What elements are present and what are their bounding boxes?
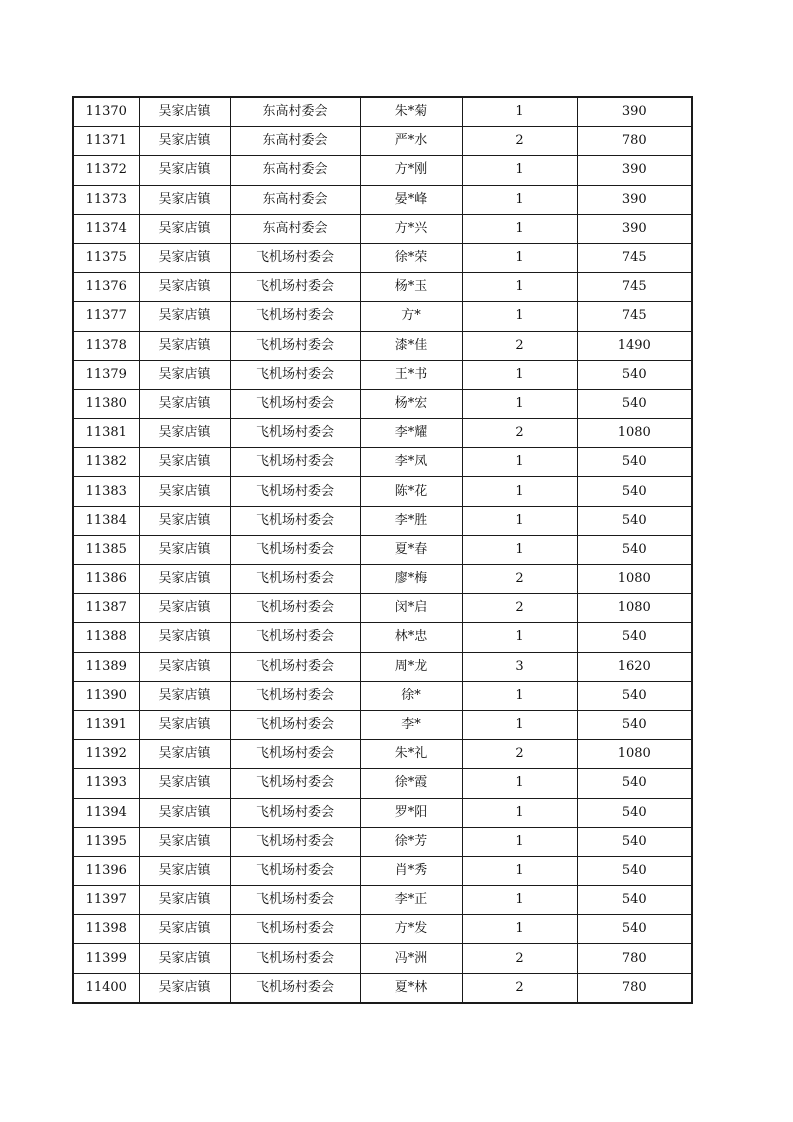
table-row (73, 302, 692, 331)
person-name-cell: 夏*春 (360, 535, 462, 564)
town-cell: 吴家店镇 (139, 273, 230, 302)
table-row (73, 681, 692, 710)
town-cell: 吴家店镇 (139, 214, 230, 243)
amount-cell: 1080 (577, 740, 692, 769)
person-name-cell: 李* (360, 710, 462, 739)
household-count-cell: 1 (462, 243, 577, 272)
village-committee-cell: 飞机场村委会 (230, 944, 360, 973)
village-committee-cell: 飞机场村委会 (230, 243, 360, 272)
village-committee-cell: 飞机场村委会 (230, 477, 360, 506)
person-name-cell: 林*忠 (360, 623, 462, 652)
town-cell: 吴家店镇 (139, 769, 230, 798)
town-cell: 吴家店镇 (139, 156, 230, 185)
table-row (73, 243, 692, 272)
serial-number-cell: 11378 (73, 331, 139, 360)
person-name-cell: 周*龙 (360, 652, 462, 681)
person-name-cell: 杨*宏 (360, 389, 462, 418)
town-cell: 吴家店镇 (139, 535, 230, 564)
table-row (73, 419, 692, 448)
village-committee-cell: 飞机场村委会 (230, 594, 360, 623)
town-cell: 吴家店镇 (139, 652, 230, 681)
table-row (73, 565, 692, 594)
amount-cell: 390 (577, 156, 692, 185)
amount-cell: 540 (577, 856, 692, 885)
village-committee-cell: 东高村委会 (230, 156, 360, 185)
table-row (73, 886, 692, 915)
village-committee-cell: 东高村委会 (230, 214, 360, 243)
roster-table-body (73, 97, 692, 1003)
person-name-cell: 肖*秀 (360, 856, 462, 885)
town-cell: 吴家店镇 (139, 127, 230, 156)
person-name-cell: 李*凤 (360, 448, 462, 477)
person-name-cell: 朱*礼 (360, 740, 462, 769)
amount-cell: 745 (577, 243, 692, 272)
table-row (73, 97, 692, 127)
person-name-cell: 方*兴 (360, 214, 462, 243)
serial-number-cell: 11371 (73, 127, 139, 156)
town-cell: 吴家店镇 (139, 944, 230, 973)
serial-number-cell: 11376 (73, 273, 139, 302)
table-row (73, 156, 692, 185)
table-row (73, 915, 692, 944)
roster-table (72, 96, 693, 1004)
village-committee-cell: 东高村委会 (230, 185, 360, 214)
village-committee-cell: 飞机场村委会 (230, 856, 360, 885)
serial-number-cell: 11389 (73, 652, 139, 681)
person-name-cell: 严*水 (360, 127, 462, 156)
household-count-cell: 1 (462, 769, 577, 798)
serial-number-cell: 11399 (73, 944, 139, 973)
amount-cell: 1490 (577, 331, 692, 360)
serial-number-cell: 11380 (73, 389, 139, 418)
person-name-cell: 李*正 (360, 886, 462, 915)
amount-cell: 1080 (577, 565, 692, 594)
household-count-cell: 2 (462, 973, 577, 1003)
table-row (73, 623, 692, 652)
town-cell: 吴家店镇 (139, 973, 230, 1003)
serial-number-cell: 11375 (73, 243, 139, 272)
amount-cell: 780 (577, 944, 692, 973)
person-name-cell: 徐* (360, 681, 462, 710)
household-count-cell: 1 (462, 389, 577, 418)
town-cell: 吴家店镇 (139, 565, 230, 594)
person-name-cell: 漆*佳 (360, 331, 462, 360)
amount-cell: 540 (577, 448, 692, 477)
town-cell: 吴家店镇 (139, 798, 230, 827)
village-committee-cell: 飞机场村委会 (230, 506, 360, 535)
village-committee-cell: 飞机场村委会 (230, 827, 360, 856)
person-name-cell: 朱*菊 (360, 97, 462, 127)
person-name-cell: 徐*荣 (360, 243, 462, 272)
village-committee-cell: 飞机场村委会 (230, 915, 360, 944)
serial-number-cell: 11388 (73, 623, 139, 652)
amount-cell: 745 (577, 273, 692, 302)
table-row (73, 331, 692, 360)
household-count-cell: 1 (462, 623, 577, 652)
household-count-cell: 2 (462, 565, 577, 594)
person-name-cell: 李*胜 (360, 506, 462, 535)
village-committee-cell: 东高村委会 (230, 97, 360, 127)
person-name-cell: 陈*花 (360, 477, 462, 506)
person-name-cell: 冯*洲 (360, 944, 462, 973)
village-committee-cell: 飞机场村委会 (230, 448, 360, 477)
amount-cell: 540 (577, 886, 692, 915)
amount-cell: 540 (577, 477, 692, 506)
table-row (73, 506, 692, 535)
table-row (73, 535, 692, 564)
table-row (73, 944, 692, 973)
serial-number-cell: 11379 (73, 360, 139, 389)
table-row (73, 973, 692, 1003)
household-count-cell: 2 (462, 740, 577, 769)
town-cell: 吴家店镇 (139, 827, 230, 856)
household-count-cell: 2 (462, 127, 577, 156)
village-committee-cell: 飞机场村委会 (230, 565, 360, 594)
town-cell: 吴家店镇 (139, 243, 230, 272)
household-count-cell: 1 (462, 886, 577, 915)
serial-number-cell: 11398 (73, 915, 139, 944)
amount-cell: 390 (577, 214, 692, 243)
table-row (73, 827, 692, 856)
person-name-cell: 方* (360, 302, 462, 331)
serial-number-cell: 11400 (73, 973, 139, 1003)
serial-number-cell: 11384 (73, 506, 139, 535)
town-cell: 吴家店镇 (139, 185, 230, 214)
amount-cell: 1620 (577, 652, 692, 681)
serial-number-cell: 11397 (73, 886, 139, 915)
town-cell: 吴家店镇 (139, 302, 230, 331)
household-count-cell: 1 (462, 710, 577, 739)
serial-number-cell: 11377 (73, 302, 139, 331)
serial-number-cell: 11387 (73, 594, 139, 623)
person-name-cell: 王*书 (360, 360, 462, 389)
amount-cell: 745 (577, 302, 692, 331)
household-count-cell: 1 (462, 856, 577, 885)
village-committee-cell: 飞机场村委会 (230, 740, 360, 769)
table-row (73, 798, 692, 827)
serial-number-cell: 11372 (73, 156, 139, 185)
household-count-cell: 2 (462, 594, 577, 623)
town-cell: 吴家店镇 (139, 419, 230, 448)
town-cell: 吴家店镇 (139, 740, 230, 769)
household-count-cell: 1 (462, 915, 577, 944)
table-row (73, 594, 692, 623)
town-cell: 吴家店镇 (139, 681, 230, 710)
serial-number-cell: 11383 (73, 477, 139, 506)
village-committee-cell: 飞机场村委会 (230, 389, 360, 418)
table-row (73, 127, 692, 156)
household-count-cell: 2 (462, 944, 577, 973)
amount-cell: 540 (577, 769, 692, 798)
household-count-cell: 1 (462, 681, 577, 710)
serial-number-cell: 11370 (73, 97, 139, 127)
serial-number-cell: 11392 (73, 740, 139, 769)
serial-number-cell: 11396 (73, 856, 139, 885)
village-committee-cell: 飞机场村委会 (230, 302, 360, 331)
person-name-cell: 闵*启 (360, 594, 462, 623)
household-count-cell: 1 (462, 506, 577, 535)
person-name-cell: 方*发 (360, 915, 462, 944)
amount-cell: 540 (577, 389, 692, 418)
household-count-cell: 1 (462, 360, 577, 389)
serial-number-cell: 11390 (73, 681, 139, 710)
town-cell: 吴家店镇 (139, 623, 230, 652)
person-name-cell: 廖*梅 (360, 565, 462, 594)
town-cell: 吴家店镇 (139, 389, 230, 418)
table-row (73, 360, 692, 389)
village-committee-cell: 飞机场村委会 (230, 273, 360, 302)
amount-cell: 540 (577, 360, 692, 389)
table-row (73, 769, 692, 798)
serial-number-cell: 11386 (73, 565, 139, 594)
town-cell: 吴家店镇 (139, 886, 230, 915)
table-row (73, 273, 692, 302)
amount-cell: 540 (577, 535, 692, 564)
serial-number-cell: 11385 (73, 535, 139, 564)
amount-cell: 780 (577, 973, 692, 1003)
serial-number-cell: 11391 (73, 710, 139, 739)
serial-number-cell: 11374 (73, 214, 139, 243)
person-name-cell: 方*刚 (360, 156, 462, 185)
table-row (73, 710, 692, 739)
village-committee-cell: 飞机场村委会 (230, 769, 360, 798)
amount-cell: 540 (577, 915, 692, 944)
amount-cell: 540 (577, 623, 692, 652)
town-cell: 吴家店镇 (139, 448, 230, 477)
person-name-cell: 李*耀 (360, 419, 462, 448)
serial-number-cell: 11382 (73, 448, 139, 477)
household-count-cell: 2 (462, 419, 577, 448)
amount-cell: 390 (577, 185, 692, 214)
village-committee-cell: 飞机场村委会 (230, 973, 360, 1003)
village-committee-cell: 飞机场村委会 (230, 623, 360, 652)
household-count-cell: 1 (462, 477, 577, 506)
town-cell: 吴家店镇 (139, 477, 230, 506)
village-committee-cell: 飞机场村委会 (230, 681, 360, 710)
table-row (73, 652, 692, 681)
household-count-cell: 1 (462, 97, 577, 127)
village-committee-cell: 飞机场村委会 (230, 535, 360, 564)
town-cell: 吴家店镇 (139, 331, 230, 360)
person-name-cell: 徐*芳 (360, 827, 462, 856)
table-row (73, 214, 692, 243)
town-cell: 吴家店镇 (139, 506, 230, 535)
village-committee-cell: 飞机场村委会 (230, 360, 360, 389)
town-cell: 吴家店镇 (139, 360, 230, 389)
household-count-cell: 1 (462, 214, 577, 243)
amount-cell: 780 (577, 127, 692, 156)
household-count-cell: 3 (462, 652, 577, 681)
town-cell: 吴家店镇 (139, 97, 230, 127)
serial-number-cell: 11394 (73, 798, 139, 827)
table-row (73, 477, 692, 506)
table-row (73, 856, 692, 885)
serial-number-cell: 11395 (73, 827, 139, 856)
household-count-cell: 1 (462, 827, 577, 856)
town-cell: 吴家店镇 (139, 594, 230, 623)
amount-cell: 540 (577, 827, 692, 856)
amount-cell: 1080 (577, 594, 692, 623)
household-count-cell: 1 (462, 535, 577, 564)
table-row (73, 740, 692, 769)
village-committee-cell: 飞机场村委会 (230, 798, 360, 827)
village-committee-cell: 飞机场村委会 (230, 886, 360, 915)
household-count-cell: 1 (462, 302, 577, 331)
household-count-cell: 2 (462, 331, 577, 360)
amount-cell: 390 (577, 97, 692, 127)
household-count-cell: 1 (462, 156, 577, 185)
serial-number-cell: 11373 (73, 185, 139, 214)
person-name-cell: 夏*林 (360, 973, 462, 1003)
household-count-cell: 1 (462, 448, 577, 477)
town-cell: 吴家店镇 (139, 856, 230, 885)
table-row (73, 389, 692, 418)
amount-cell: 540 (577, 710, 692, 739)
table-row (73, 448, 692, 477)
serial-number-cell: 11393 (73, 769, 139, 798)
person-name-cell: 罗*阳 (360, 798, 462, 827)
village-committee-cell: 飞机场村委会 (230, 331, 360, 360)
amount-cell: 540 (577, 506, 692, 535)
village-committee-cell: 东高村委会 (230, 127, 360, 156)
village-committee-cell: 飞机场村委会 (230, 652, 360, 681)
person-name-cell: 晏*峰 (360, 185, 462, 214)
table-row (73, 185, 692, 214)
household-count-cell: 1 (462, 185, 577, 214)
amount-cell: 540 (577, 681, 692, 710)
amount-cell: 540 (577, 798, 692, 827)
village-committee-cell: 飞机场村委会 (230, 419, 360, 448)
village-committee-cell: 飞机场村委会 (230, 710, 360, 739)
town-cell: 吴家店镇 (139, 710, 230, 739)
amount-cell: 1080 (577, 419, 692, 448)
serial-number-cell: 11381 (73, 419, 139, 448)
household-count-cell: 1 (462, 798, 577, 827)
household-count-cell: 1 (462, 273, 577, 302)
town-cell: 吴家店镇 (139, 915, 230, 944)
person-name-cell: 徐*霞 (360, 769, 462, 798)
person-name-cell: 杨*玉 (360, 273, 462, 302)
